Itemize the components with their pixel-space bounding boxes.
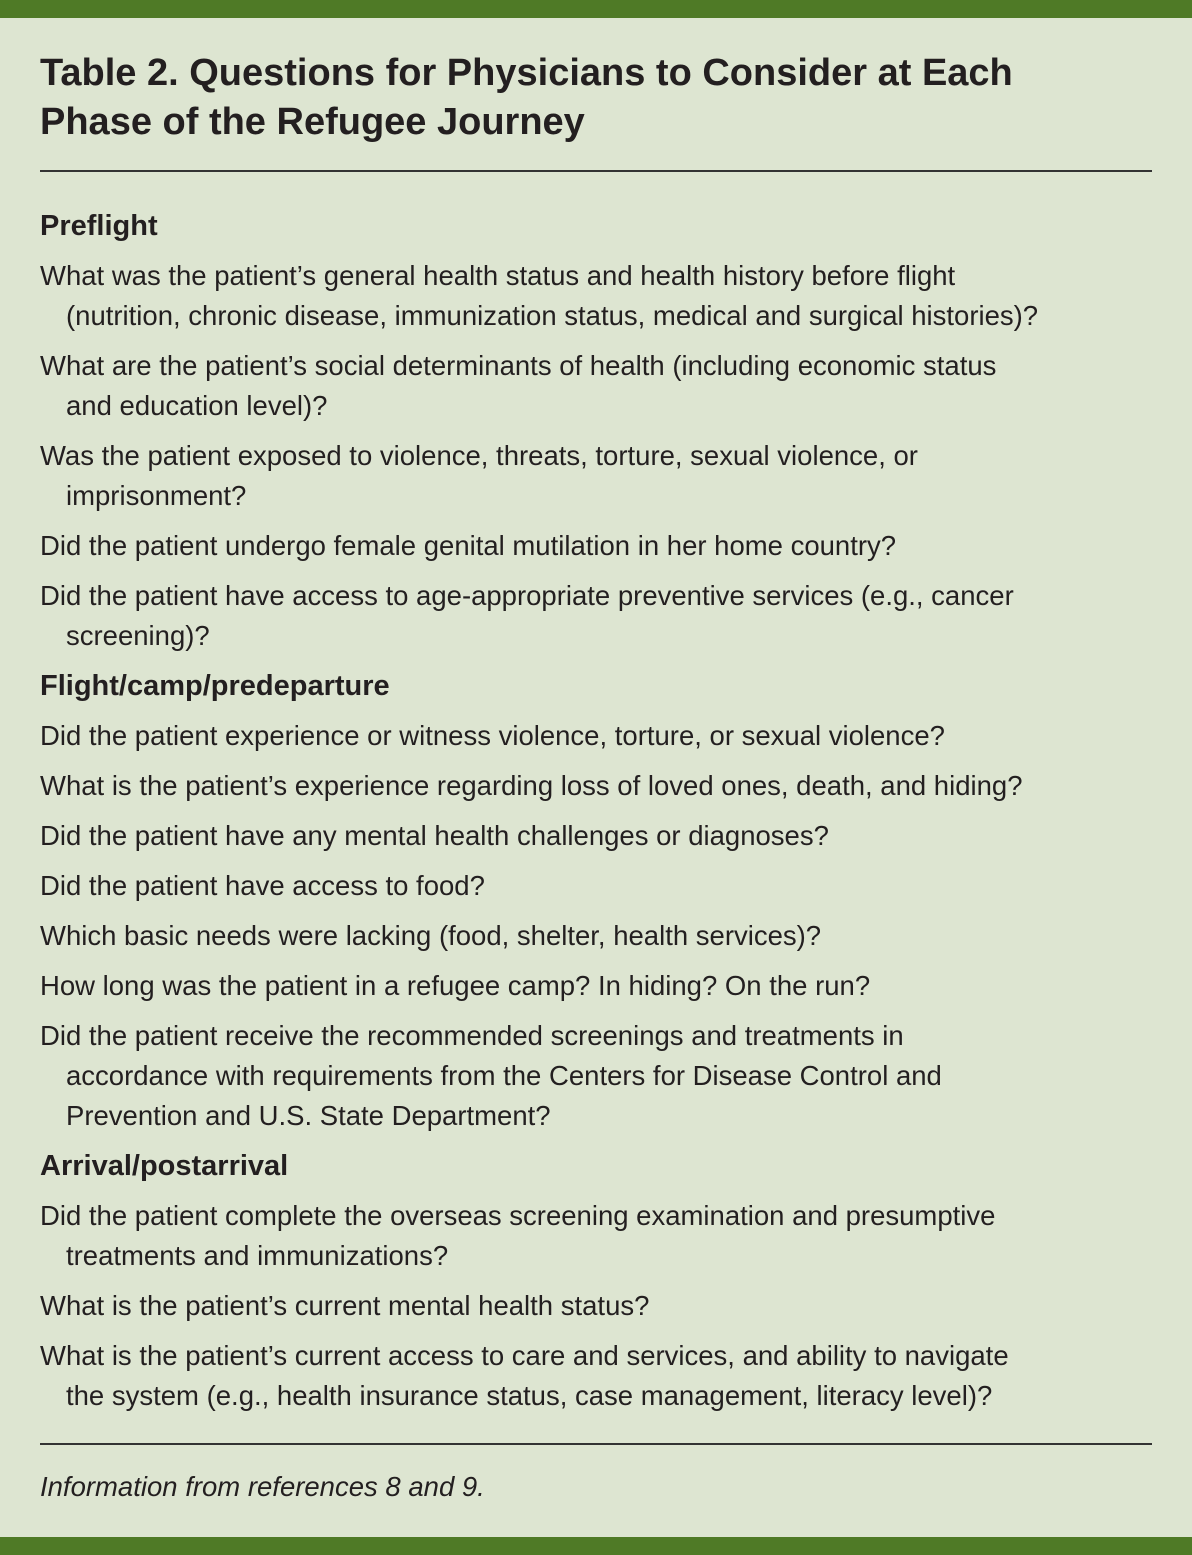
question-line: the system (e.g., health insurance status, case management, literacy level)? xyxy=(66,1380,993,1411)
question-line: and education level)? xyxy=(66,390,328,421)
question-item xyxy=(40,346,1170,426)
question-line: What are the patient’s social determinants of health (including economic status xyxy=(40,350,997,381)
title-line: Phase of the Refugee Journey xyxy=(40,101,585,143)
question-line: Did the patient have access to age-appropriate preventive services (e.g., cancer xyxy=(40,580,1014,611)
question-line: Did the patient complete the overseas screening examination and presumptive xyxy=(40,1200,996,1231)
section-arrival-postarrival xyxy=(40,1146,1170,1416)
question-item xyxy=(40,1336,1170,1416)
question-line: How long was the patient in a refugee camp? In hiding? On the run? xyxy=(40,970,871,1001)
question-item xyxy=(40,866,1170,906)
question-item xyxy=(40,1196,1170,1276)
question-line: imprisonment? xyxy=(66,480,247,511)
question-item xyxy=(40,436,1170,516)
section-heading: Preflight xyxy=(40,210,158,242)
question-line: Did the patient receive the recommended screenings and treatments in xyxy=(40,1020,904,1051)
section-preflight xyxy=(40,206,1170,656)
question-line: treatments and immunizations? xyxy=(66,1240,449,1271)
question-line: Which basic needs were lacking (food, shelter, health services)? xyxy=(40,920,822,951)
question-item xyxy=(40,576,1170,656)
question-line: accordance with requirements from the Centers for Disease Control and xyxy=(66,1060,942,1091)
question-line: What was the patient’s general health status and health history before flight xyxy=(40,260,956,291)
section-heading: Arrival/postarrival xyxy=(40,1150,289,1182)
question-line: Was the patient exposed to violence, threats, torture, sexual violence, or xyxy=(40,440,918,471)
question-item xyxy=(40,256,1170,336)
question-line: What is the patient’s current access to care and services, and ability to navigate xyxy=(40,1340,1009,1371)
top-rule xyxy=(40,170,1152,172)
bottom-rule xyxy=(40,1443,1152,1445)
question-item xyxy=(40,1016,1170,1136)
question-line: What is the patient’s current mental health status? xyxy=(40,1290,650,1321)
question-line: Did the patient undergo female genital mutilation in her home country? xyxy=(40,530,897,561)
section-heading: Flight/camp/predeparture xyxy=(40,670,390,702)
title-line: Table 2. Questions for Physicians to Consider at Each xyxy=(40,52,1013,94)
section-flight-camp-predeparture xyxy=(40,666,1170,1136)
question-item xyxy=(40,716,1170,756)
question-line: What is the patient’s experience regarding loss of loved ones, death, and hiding? xyxy=(40,770,1023,801)
question-item xyxy=(40,816,1170,856)
table-title xyxy=(40,49,1152,147)
bottom-border-bar xyxy=(0,1537,1192,1555)
table-body xyxy=(40,206,1170,1426)
question-item xyxy=(40,526,1170,566)
question-item xyxy=(40,1286,1170,1326)
question-line: Did the patient have access to food? xyxy=(40,870,485,901)
footnote: Information from references 8 and 9. xyxy=(40,1471,485,1502)
question-line: Did the patient experience or witness violence, torture, or sexual violence? xyxy=(40,720,945,751)
question-item xyxy=(40,766,1170,806)
question-line: Prevention and U.S. State Department? xyxy=(66,1100,551,1131)
top-border-bar xyxy=(0,0,1192,18)
question-line: screening)? xyxy=(66,620,210,651)
question-item xyxy=(40,916,1170,956)
question-item xyxy=(40,966,1170,1006)
question-line: (nutrition, chronic disease, immunization status, medical and surgical histories)? xyxy=(66,300,1039,331)
question-line: Did the patient have any mental health challenges or diagnoses? xyxy=(40,820,829,851)
